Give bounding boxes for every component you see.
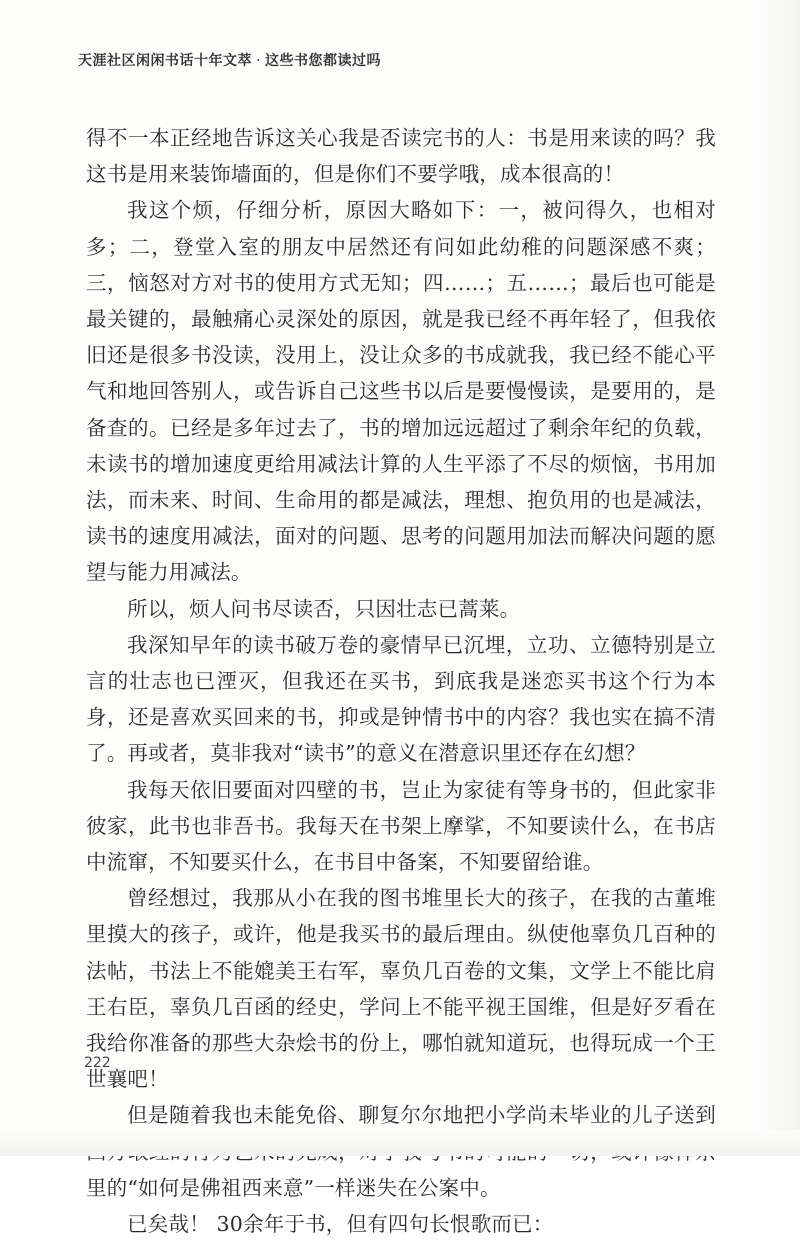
paragraph: 但是随着我也未能免俗、聊复尔尔地把小学尚未毕业的儿子送到 里的“如何是佛祖西来意”一样迷失在公案中。 <box>86 1103 716 1200</box>
paragraph: 曾经想过，我那从小在我的图书堆里长大的孩子，在我的古董堆里摸大的孩子，或许，他是我买书的最后理由。纵使他辜负几百种的法帖，书法上不能媲美王右军，辜负几百卷的文集，文学上不能比肩王右臣，辜负几百函的经史，学问上不能平视王国维，但是好歹看在我给你准备的那些大杂烩书的份上，哪怕就知道玩，也得玩成一个王世襄吧！ <box>86 886 716 1092</box>
paragraph: 我这个烦，仔细分析，原因大略如下：一，被问得久，也相对多；二，登堂入室的朋友中居然还有问如此幼稚的问题深感不爽；三，恼怒对方对书的使用方式无知；四……；五……；最后也可能是最关键的，最触痛心灵深处的原因，就是我已经不再年轻了，但我依旧还是很多书没读，没用上，没让众多的书成就我，我已经不能心平气和地回答别人，或告诉自己这些书以后是要慢慢读，是要用的，是备查的。已经是多年过去了，书的增加远远超过了剩余年纪的负载，未读书的增加速度更给用减法计算的人生平添了不尽的烦恼，书用加法，而未来、时间、生命用的都是减法，理想、抱负用的也是减法，读书的速度用减法，面对的问题、思考的问题用加法而解决问题的愿望与能力用减法。 <box>86 198 716 585</box>
paragraph: 我深知早年的读书破万卷的豪情早已沉埋，立功、立德特别是立言的壮志也已湮灭，但我还在买书，到底我是迷恋买书这个行为本身，还是喜欢买回来的书，抑或是钟情书中的内容？我也实在搞不清了。再或者，莫非我对“读书”的意义在潜意识里还存在幻想？ <box>86 632 716 766</box>
paragraph: 所以，烦人问书尽读否，只因壮志已蒿莱。 <box>127 596 521 621</box>
paragraph: 已矣哉！ 30余年于书，但有四句长恨歌而已： <box>127 1212 554 1237</box>
paragraph: 我每天依旧要面对四壁的书，岂止为家徒有等身书的，但此家非彼家，此书也非吾书。我每天在书架上摩挲，不知要读什么，在书店中流窜，不知要买什么，在书目中备案，不知要留给谁。 <box>86 777 716 875</box>
page-number: 222 <box>84 1055 111 1071</box>
running-header <box>78 50 381 70</box>
section-title: 这些书您都读过吗 <box>264 53 381 69</box>
book-title: 天涯社区闲闲书话十年文萃 <box>78 53 252 69</box>
body-text <box>86 120 716 1242</box>
scan-shadow-bottom <box>0 1130 800 1156</box>
header-separator: · <box>256 53 261 69</box>
paragraph: 得不一本正经地告诉这关心我是否读完书的人：书是用来读的吗？我这书是用来装饰墙面的，但是你们不要学哦，成本很高的！ <box>86 126 716 187</box>
scan-shadow-right <box>756 0 800 1156</box>
